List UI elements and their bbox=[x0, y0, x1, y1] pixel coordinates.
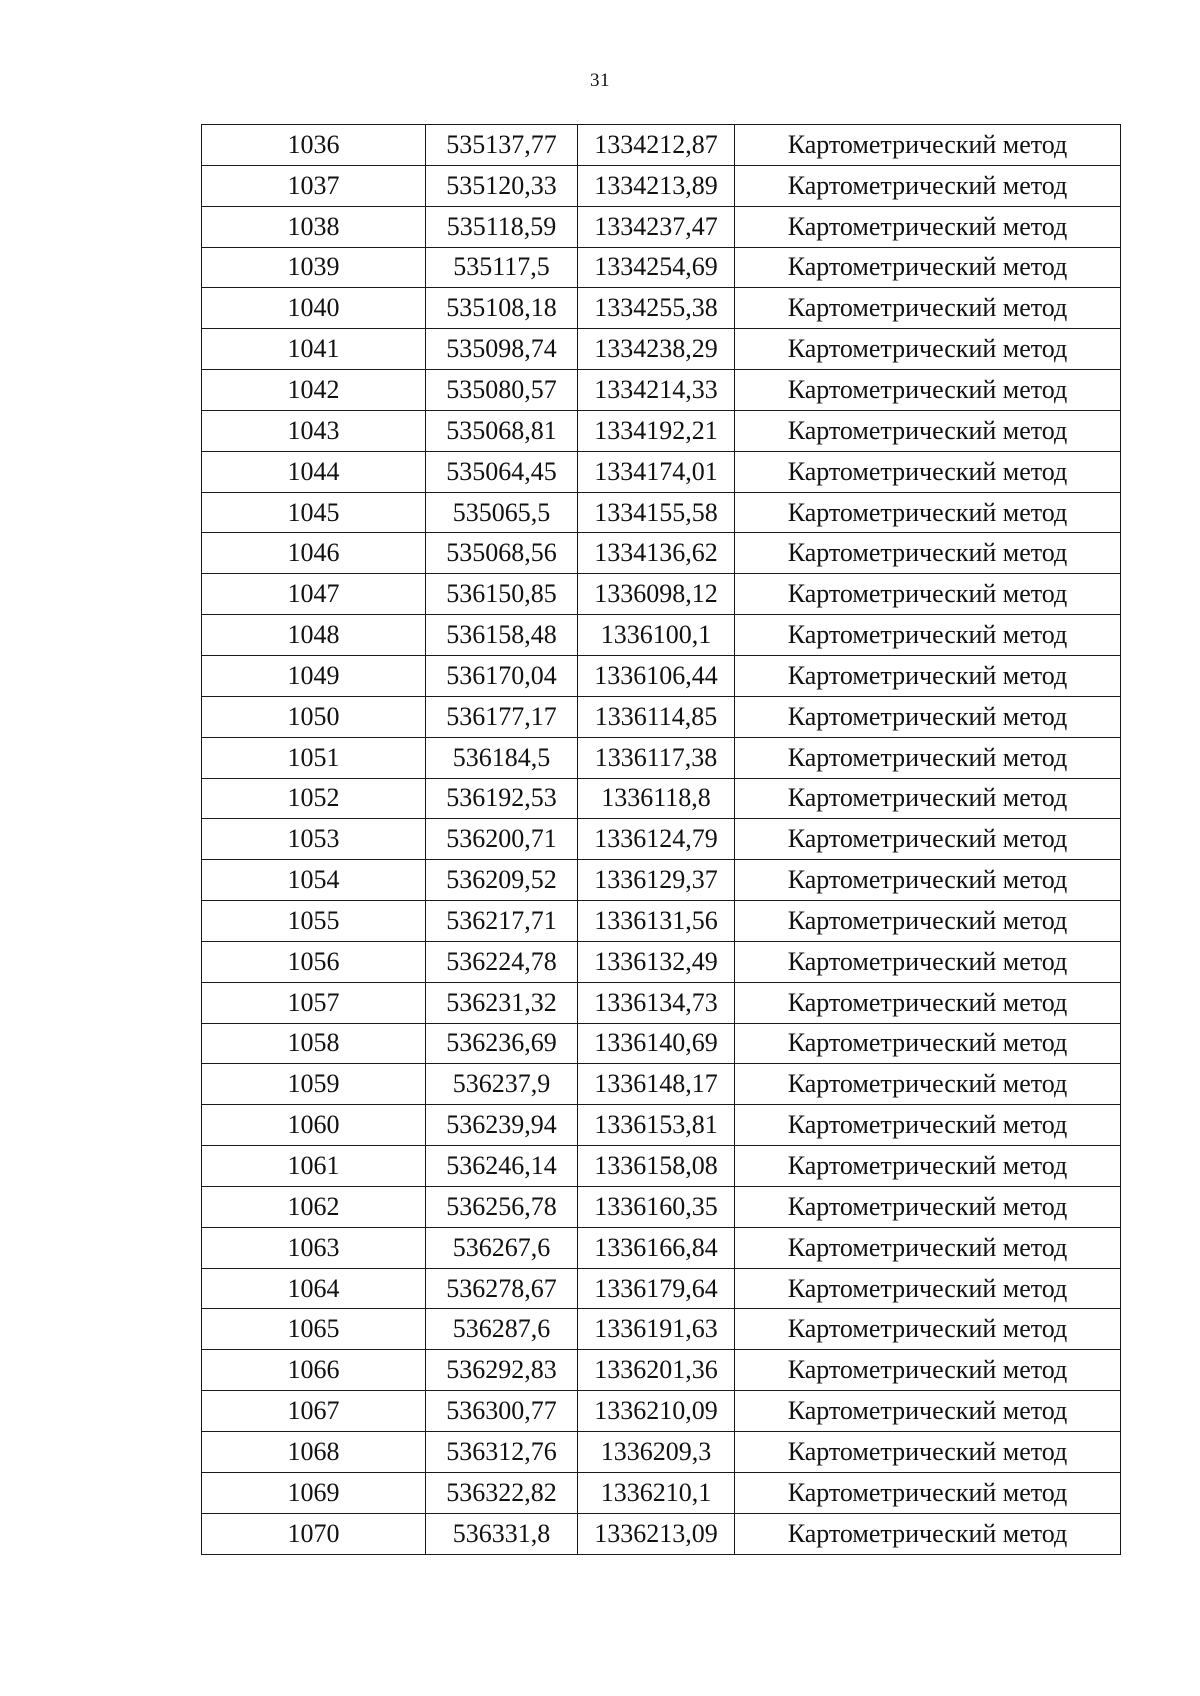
x-coordinate-cell: 535080,57 bbox=[426, 370, 578, 411]
y-coordinate-cell: 1336210,09 bbox=[578, 1391, 735, 1432]
table-row bbox=[202, 370, 1121, 411]
method-cell: Картометрический метод bbox=[735, 125, 1121, 166]
y-coordinate-cell: 1334212,87 bbox=[578, 125, 735, 166]
table-row bbox=[202, 819, 1121, 860]
point-number-cell: 1053 bbox=[202, 819, 426, 860]
x-coordinate-cell: 536256,78 bbox=[426, 1186, 578, 1227]
table-row bbox=[202, 1268, 1121, 1309]
point-number-cell: 1064 bbox=[202, 1268, 426, 1309]
x-coordinate-cell: 536267,6 bbox=[426, 1227, 578, 1268]
table-row bbox=[202, 1472, 1121, 1513]
y-coordinate-cell: 1336213,09 bbox=[578, 1513, 735, 1554]
x-coordinate-cell: 535120,33 bbox=[426, 165, 578, 206]
x-coordinate-cell: 536217,71 bbox=[426, 901, 578, 942]
y-coordinate-cell: 1334155,58 bbox=[578, 492, 735, 533]
y-coordinate-cell: 1336209,3 bbox=[578, 1432, 735, 1473]
table-row bbox=[202, 655, 1121, 696]
table-row bbox=[202, 533, 1121, 574]
x-coordinate-cell: 536322,82 bbox=[426, 1472, 578, 1513]
table-row bbox=[202, 288, 1121, 329]
y-coordinate-cell: 1336201,36 bbox=[578, 1350, 735, 1391]
x-coordinate-cell: 536170,04 bbox=[426, 655, 578, 696]
method-cell: Картометрический метод bbox=[735, 451, 1121, 492]
y-coordinate-cell: 1336140,69 bbox=[578, 1023, 735, 1064]
x-coordinate-cell: 536200,71 bbox=[426, 819, 578, 860]
table-row bbox=[202, 410, 1121, 451]
method-cell: Картометрический метод bbox=[735, 1513, 1121, 1554]
point-number-cell: 1042 bbox=[202, 370, 426, 411]
y-coordinate-cell: 1336131,56 bbox=[578, 901, 735, 942]
method-cell: Картометрический метод bbox=[735, 165, 1121, 206]
point-number-cell: 1068 bbox=[202, 1432, 426, 1473]
point-number-cell: 1061 bbox=[202, 1146, 426, 1187]
method-cell: Картометрический метод bbox=[735, 247, 1121, 288]
y-coordinate-cell: 1336124,79 bbox=[578, 819, 735, 860]
x-coordinate-cell: 536237,9 bbox=[426, 1064, 578, 1105]
table-row bbox=[202, 1309, 1121, 1350]
table-row bbox=[202, 206, 1121, 247]
method-cell: Картометрический метод bbox=[735, 1146, 1121, 1187]
method-cell: Картометрический метод bbox=[735, 737, 1121, 778]
method-cell: Картометрический метод bbox=[735, 1268, 1121, 1309]
y-coordinate-cell: 1334254,69 bbox=[578, 247, 735, 288]
table-row bbox=[202, 451, 1121, 492]
x-coordinate-cell: 536158,48 bbox=[426, 615, 578, 656]
table-row bbox=[202, 247, 1121, 288]
y-coordinate-cell: 1336118,8 bbox=[578, 778, 735, 819]
table-row bbox=[202, 1186, 1121, 1227]
table-row bbox=[202, 1513, 1121, 1554]
y-coordinate-cell: 1334214,33 bbox=[578, 370, 735, 411]
point-number-cell: 1039 bbox=[202, 247, 426, 288]
method-cell: Картометрический метод bbox=[735, 1350, 1121, 1391]
x-coordinate-cell: 535118,59 bbox=[426, 206, 578, 247]
table-row bbox=[202, 901, 1121, 942]
y-coordinate-cell: 1334238,29 bbox=[578, 329, 735, 370]
x-coordinate-cell: 536300,77 bbox=[426, 1391, 578, 1432]
x-coordinate-cell: 535137,77 bbox=[426, 125, 578, 166]
method-cell: Картометрический метод bbox=[735, 1023, 1121, 1064]
method-cell: Картометрический метод bbox=[735, 533, 1121, 574]
table-row bbox=[202, 1146, 1121, 1187]
table-row bbox=[202, 1391, 1121, 1432]
point-number-cell: 1070 bbox=[202, 1513, 426, 1554]
point-number-cell: 1065 bbox=[202, 1309, 426, 1350]
y-coordinate-cell: 1336166,84 bbox=[578, 1227, 735, 1268]
table-row bbox=[202, 1023, 1121, 1064]
point-number-cell: 1062 bbox=[202, 1186, 426, 1227]
method-cell: Картометрический метод bbox=[735, 492, 1121, 533]
x-coordinate-cell: 536177,17 bbox=[426, 696, 578, 737]
y-coordinate-cell: 1336132,49 bbox=[578, 941, 735, 982]
table-row bbox=[202, 1432, 1121, 1473]
x-coordinate-cell: 535098,74 bbox=[426, 329, 578, 370]
table-row bbox=[202, 982, 1121, 1023]
x-coordinate-cell: 536192,53 bbox=[426, 778, 578, 819]
table-row bbox=[202, 696, 1121, 737]
point-number-cell: 1049 bbox=[202, 655, 426, 696]
point-number-cell: 1048 bbox=[202, 615, 426, 656]
y-coordinate-cell: 1334213,89 bbox=[578, 165, 735, 206]
coordinates-table-body bbox=[202, 125, 1121, 1555]
point-number-cell: 1058 bbox=[202, 1023, 426, 1064]
y-coordinate-cell: 1336134,73 bbox=[578, 982, 735, 1023]
y-coordinate-cell: 1336106,44 bbox=[578, 655, 735, 696]
method-cell: Картометрический метод bbox=[735, 1227, 1121, 1268]
point-number-cell: 1066 bbox=[202, 1350, 426, 1391]
method-cell: Картометрический метод bbox=[735, 410, 1121, 451]
point-number-cell: 1060 bbox=[202, 1105, 426, 1146]
x-coordinate-cell: 536231,32 bbox=[426, 982, 578, 1023]
point-number-cell: 1041 bbox=[202, 329, 426, 370]
y-coordinate-cell: 1336179,64 bbox=[578, 1268, 735, 1309]
x-coordinate-cell: 535064,45 bbox=[426, 451, 578, 492]
method-cell: Картометрический метод bbox=[735, 941, 1121, 982]
point-number-cell: 1054 bbox=[202, 860, 426, 901]
point-number-cell: 1057 bbox=[202, 982, 426, 1023]
method-cell: Картометрический метод bbox=[735, 696, 1121, 737]
point-number-cell: 1059 bbox=[202, 1064, 426, 1105]
y-coordinate-cell: 1336129,37 bbox=[578, 860, 735, 901]
y-coordinate-cell: 1334174,01 bbox=[578, 451, 735, 492]
method-cell: Картометрический метод bbox=[735, 655, 1121, 696]
table-row bbox=[202, 1227, 1121, 1268]
x-coordinate-cell: 536236,69 bbox=[426, 1023, 578, 1064]
coordinates-table bbox=[201, 124, 1121, 1555]
point-number-cell: 1056 bbox=[202, 941, 426, 982]
y-coordinate-cell: 1334136,62 bbox=[578, 533, 735, 574]
x-coordinate-cell: 536209,52 bbox=[426, 860, 578, 901]
table-row bbox=[202, 1064, 1121, 1105]
y-coordinate-cell: 1336148,17 bbox=[578, 1064, 735, 1105]
x-coordinate-cell: 535117,5 bbox=[426, 247, 578, 288]
page-number: 31 bbox=[590, 70, 610, 91]
method-cell: Картометрический метод bbox=[735, 860, 1121, 901]
method-cell: Картометрический метод bbox=[735, 615, 1121, 656]
point-number-cell: 1063 bbox=[202, 1227, 426, 1268]
x-coordinate-cell: 536150,85 bbox=[426, 574, 578, 615]
x-coordinate-cell: 536224,78 bbox=[426, 941, 578, 982]
y-coordinate-cell: 1334192,21 bbox=[578, 410, 735, 451]
table-row bbox=[202, 329, 1121, 370]
x-coordinate-cell: 536312,76 bbox=[426, 1432, 578, 1473]
table-row bbox=[202, 1105, 1121, 1146]
point-number-cell: 1036 bbox=[202, 125, 426, 166]
method-cell: Картометрический метод bbox=[735, 1064, 1121, 1105]
point-number-cell: 1040 bbox=[202, 288, 426, 329]
x-coordinate-cell: 535068,56 bbox=[426, 533, 578, 574]
method-cell: Картометрический метод bbox=[735, 819, 1121, 860]
x-coordinate-cell: 535068,81 bbox=[426, 410, 578, 451]
x-coordinate-cell: 536184,5 bbox=[426, 737, 578, 778]
method-cell: Картометрический метод bbox=[735, 982, 1121, 1023]
method-cell: Картометрический метод bbox=[735, 1186, 1121, 1227]
point-number-cell: 1046 bbox=[202, 533, 426, 574]
point-number-cell: 1052 bbox=[202, 778, 426, 819]
y-coordinate-cell: 1336117,38 bbox=[578, 737, 735, 778]
y-coordinate-cell: 1336153,81 bbox=[578, 1105, 735, 1146]
method-cell: Картометрический метод bbox=[735, 1472, 1121, 1513]
table-row bbox=[202, 860, 1121, 901]
table-row bbox=[202, 165, 1121, 206]
y-coordinate-cell: 1336098,12 bbox=[578, 574, 735, 615]
point-number-cell: 1067 bbox=[202, 1391, 426, 1432]
method-cell: Картометрический метод bbox=[735, 1432, 1121, 1473]
x-coordinate-cell: 536239,94 bbox=[426, 1105, 578, 1146]
method-cell: Картометрический метод bbox=[735, 329, 1121, 370]
method-cell: Картометрический метод bbox=[735, 1105, 1121, 1146]
x-coordinate-cell: 536292,83 bbox=[426, 1350, 578, 1391]
method-cell: Картометрический метод bbox=[735, 778, 1121, 819]
method-cell: Картометрический метод bbox=[735, 1391, 1121, 1432]
y-coordinate-cell: 1334237,47 bbox=[578, 206, 735, 247]
table-row bbox=[202, 615, 1121, 656]
point-number-cell: 1045 bbox=[202, 492, 426, 533]
point-number-cell: 1047 bbox=[202, 574, 426, 615]
point-number-cell: 1055 bbox=[202, 901, 426, 942]
y-coordinate-cell: 1336158,08 bbox=[578, 1146, 735, 1187]
x-coordinate-cell: 536331,8 bbox=[426, 1513, 578, 1554]
method-cell: Картометрический метод bbox=[735, 901, 1121, 942]
point-number-cell: 1043 bbox=[202, 410, 426, 451]
method-cell: Картометрический метод bbox=[735, 370, 1121, 411]
table-row bbox=[202, 1350, 1121, 1391]
y-coordinate-cell: 1334255,38 bbox=[578, 288, 735, 329]
table-row bbox=[202, 492, 1121, 533]
y-coordinate-cell: 1336191,63 bbox=[578, 1309, 735, 1350]
method-cell: Картометрический метод bbox=[735, 574, 1121, 615]
point-number-cell: 1069 bbox=[202, 1472, 426, 1513]
table-row bbox=[202, 737, 1121, 778]
method-cell: Картометрический метод bbox=[735, 288, 1121, 329]
y-coordinate-cell: 1336210,1 bbox=[578, 1472, 735, 1513]
point-number-cell: 1051 bbox=[202, 737, 426, 778]
table-row bbox=[202, 125, 1121, 166]
point-number-cell: 1038 bbox=[202, 206, 426, 247]
method-cell: Картометрический метод bbox=[735, 1309, 1121, 1350]
y-coordinate-cell: 1336160,35 bbox=[578, 1186, 735, 1227]
x-coordinate-cell: 536287,6 bbox=[426, 1309, 578, 1350]
y-coordinate-cell: 1336114,85 bbox=[578, 696, 735, 737]
x-coordinate-cell: 535108,18 bbox=[426, 288, 578, 329]
table-row bbox=[202, 778, 1121, 819]
point-number-cell: 1050 bbox=[202, 696, 426, 737]
table-row bbox=[202, 574, 1121, 615]
y-coordinate-cell: 1336100,1 bbox=[578, 615, 735, 656]
point-number-cell: 1037 bbox=[202, 165, 426, 206]
point-number-cell: 1044 bbox=[202, 451, 426, 492]
x-coordinate-cell: 536278,67 bbox=[426, 1268, 578, 1309]
x-coordinate-cell: 535065,5 bbox=[426, 492, 578, 533]
x-coordinate-cell: 536246,14 bbox=[426, 1146, 578, 1187]
method-cell: Картометрический метод bbox=[735, 206, 1121, 247]
table-row bbox=[202, 941, 1121, 982]
